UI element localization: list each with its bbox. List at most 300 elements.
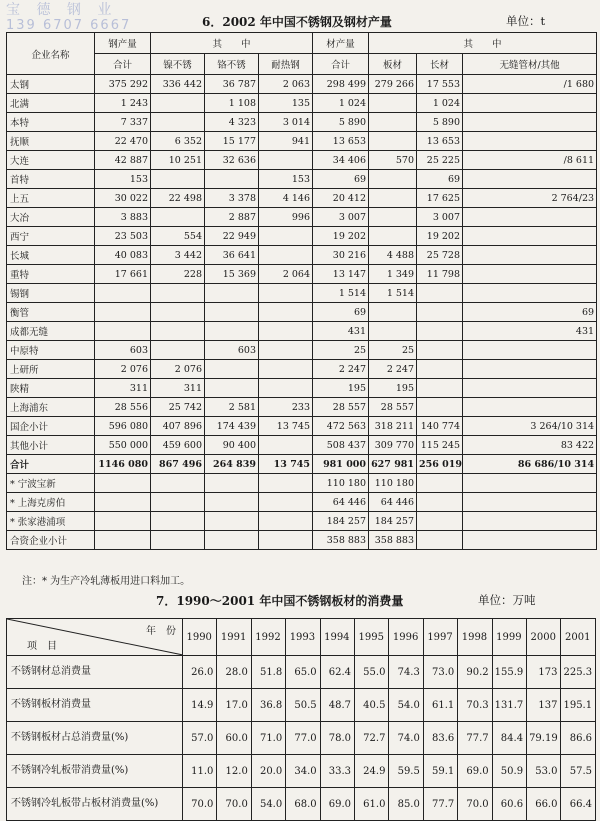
row-company-name: 太钢 xyxy=(7,75,95,94)
table1-unit: 单位：t xyxy=(506,14,546,28)
row-company-name: 陕精 xyxy=(7,379,95,398)
cell-ni xyxy=(151,284,205,303)
cell-value: 69.0 xyxy=(458,755,492,788)
corner-header-cell xyxy=(7,619,183,656)
cell-value: 48.7 xyxy=(320,689,354,722)
cell-prod: 508 437 xyxy=(313,436,369,455)
watermark-phone: 139 6707 6667 xyxy=(6,18,132,33)
cell-prod: 3 007 xyxy=(313,208,369,227)
year-header: 1991 xyxy=(217,619,251,656)
cell-other: 431 xyxy=(463,322,597,341)
cell-value: 71.0 xyxy=(251,722,285,755)
cell-plate: 570 xyxy=(369,151,417,170)
row-item-label: 不锈钢板材消费量 xyxy=(7,689,183,722)
header-plate: 板材 xyxy=(369,54,417,75)
cell-other xyxy=(463,398,597,417)
table2-unit: 单位：万吨 xyxy=(478,593,536,607)
cell-ni xyxy=(151,303,205,322)
cell-cr xyxy=(205,512,259,531)
cell-ni xyxy=(151,493,205,512)
row-company-name: 北满 xyxy=(7,94,95,113)
cell-heat: 941 xyxy=(259,132,313,151)
cell-ni xyxy=(151,531,205,550)
table-row xyxy=(7,208,597,227)
cell-prod: 184 257 xyxy=(313,512,369,531)
cell-heat xyxy=(259,341,313,360)
cell-heat: 2 064 xyxy=(259,265,313,284)
watermark-company: 宝 德 钢 业 xyxy=(6,2,118,18)
cell-value: 17.0 xyxy=(217,689,251,722)
cell-long xyxy=(417,531,463,550)
row-company-name: 大冶 xyxy=(7,208,95,227)
cell-prod: 13 147 xyxy=(313,265,369,284)
cell-heat: 996 xyxy=(259,208,313,227)
cell-cr: 15 369 xyxy=(205,265,259,284)
table-row xyxy=(7,360,597,379)
cell-value: 20.0 xyxy=(251,755,285,788)
cell-cr xyxy=(205,531,259,550)
table-row xyxy=(7,493,597,512)
cell-value: 54.0 xyxy=(251,788,285,821)
cell-plate: 309 770 xyxy=(369,436,417,455)
table-row xyxy=(7,512,597,531)
cell-cr xyxy=(205,303,259,322)
cell-prod: 110 180 xyxy=(313,474,369,493)
cell-prod: 25 xyxy=(313,341,369,360)
cell-cr xyxy=(205,379,259,398)
cell-value: 74.0 xyxy=(389,722,423,755)
table-row xyxy=(7,474,597,493)
cell-other: 3 264/10 314 xyxy=(463,417,597,436)
row-company-name: 衡管 xyxy=(7,303,95,322)
row-company-name: 抚顺 xyxy=(7,132,95,151)
cell-plate: 184 257 xyxy=(369,512,417,531)
cell-ni xyxy=(151,322,205,341)
cell-value: 57.5 xyxy=(561,755,596,788)
cell-plate xyxy=(369,322,417,341)
cell-ni: 336 442 xyxy=(151,75,205,94)
cell-long xyxy=(417,474,463,493)
cell-heat xyxy=(259,303,313,322)
table-row xyxy=(7,755,596,788)
cell-ni: 554 xyxy=(151,227,205,246)
cell-cr: 603 xyxy=(205,341,259,360)
cell-cr: 36 641 xyxy=(205,246,259,265)
cell-ni xyxy=(151,512,205,531)
cell-prod: 13 653 xyxy=(313,132,369,151)
cell-cr xyxy=(205,474,259,493)
cell-prod: 981 000 xyxy=(313,455,369,474)
cell-ni xyxy=(151,113,205,132)
cell-heat xyxy=(259,151,313,170)
cell-prod: 34 406 xyxy=(313,151,369,170)
cell-value: 28.0 xyxy=(217,656,251,689)
table-row xyxy=(7,455,597,474)
cell-value: 61.0 xyxy=(355,788,389,821)
cell-plate: 25 xyxy=(369,341,417,360)
row-company-name: 长城 xyxy=(7,246,95,265)
cell-value: 79.19 xyxy=(527,722,561,755)
cell-ni: 459 600 xyxy=(151,436,205,455)
cell-value: 60.0 xyxy=(217,722,251,755)
table-row xyxy=(7,436,597,455)
cell-value: 70.0 xyxy=(458,788,492,821)
cell-prod: 19 202 xyxy=(313,227,369,246)
cell-cr: 3 378 xyxy=(205,189,259,208)
cell-other xyxy=(463,474,597,493)
row-company-name: * 张家港浦项 xyxy=(7,512,95,531)
cell-value: 12.0 xyxy=(217,755,251,788)
row-company-name: 上海浦东 xyxy=(7,398,95,417)
cell-steel: 311 xyxy=(95,379,151,398)
cell-long: 256 019 xyxy=(417,455,463,474)
cell-heat xyxy=(259,284,313,303)
cell-value: 61.1 xyxy=(423,689,457,722)
cell-prod: 30 216 xyxy=(313,246,369,265)
cell-ni: 228 xyxy=(151,265,205,284)
cell-other xyxy=(463,246,597,265)
table-row xyxy=(7,227,597,246)
cell-long: 140 774 xyxy=(417,417,463,436)
table-row xyxy=(7,417,597,436)
cell-other xyxy=(463,512,597,531)
cell-value: 78.0 xyxy=(320,722,354,755)
cell-ni: 2 076 xyxy=(151,360,205,379)
cell-heat: 3 014 xyxy=(259,113,313,132)
cell-value: 66.0 xyxy=(527,788,561,821)
table-row xyxy=(7,113,597,132)
cell-steel: 42 887 xyxy=(95,151,151,170)
year-header: 2001 xyxy=(561,619,596,656)
cell-heat: 13 745 xyxy=(259,417,313,436)
cell-heat xyxy=(259,512,313,531)
header-seamless-other: 无缝管材/其他 xyxy=(463,54,597,75)
cell-value: 54.0 xyxy=(389,689,423,722)
cell-steel: 28 556 xyxy=(95,398,151,417)
year-header: 1992 xyxy=(251,619,285,656)
table-row xyxy=(7,656,596,689)
cell-steel xyxy=(95,493,151,512)
table-row xyxy=(7,322,597,341)
cell-long xyxy=(417,360,463,379)
cell-steel xyxy=(95,284,151,303)
header-steel-breakdown: 其 中 xyxy=(151,33,313,54)
row-company-name: 首特 xyxy=(7,170,95,189)
year-header: 2000 xyxy=(527,619,561,656)
cell-prod: 195 xyxy=(313,379,369,398)
cell-value: 73.0 xyxy=(423,656,457,689)
row-company-name: 本特 xyxy=(7,113,95,132)
cell-heat xyxy=(259,531,313,550)
cell-long: 19 202 xyxy=(417,227,463,246)
cell-value: 36.8 xyxy=(251,689,285,722)
row-company-name: 上五 xyxy=(7,189,95,208)
cell-other xyxy=(463,379,597,398)
cell-value: 66.4 xyxy=(561,788,596,821)
cell-value: 34.0 xyxy=(286,755,320,788)
header-steel-total: 合计 xyxy=(95,54,151,75)
cell-long xyxy=(417,493,463,512)
cell-plate: 2 247 xyxy=(369,360,417,379)
cell-prod: 358 883 xyxy=(313,531,369,550)
cell-heat: 135 xyxy=(259,94,313,113)
table-row xyxy=(7,531,597,550)
row-company-name: 重特 xyxy=(7,265,95,284)
table-row xyxy=(7,379,597,398)
cell-prod: 64 446 xyxy=(313,493,369,512)
cell-ni xyxy=(151,341,205,360)
cell-long xyxy=(417,322,463,341)
row-company-name: 大连 xyxy=(7,151,95,170)
cell-cr: 264 839 xyxy=(205,455,259,474)
row-company-name: 中原特 xyxy=(7,341,95,360)
cell-other xyxy=(463,227,597,246)
cell-plate xyxy=(369,303,417,322)
row-company-name: 合计 xyxy=(7,455,95,474)
cell-steel: 550 000 xyxy=(95,436,151,455)
cell-steel: 153 xyxy=(95,170,151,189)
header-product-output: 材产量 xyxy=(313,33,369,54)
cell-plate xyxy=(369,113,417,132)
production-table xyxy=(6,32,597,550)
table-row xyxy=(7,265,597,284)
cell-long xyxy=(417,341,463,360)
cell-plate: 28 557 xyxy=(369,398,417,417)
table-row xyxy=(7,170,597,189)
cell-other xyxy=(463,360,597,379)
cell-cr: 174 439 xyxy=(205,417,259,436)
cell-long xyxy=(417,303,463,322)
cell-other xyxy=(463,113,597,132)
cell-long: 13 653 xyxy=(417,132,463,151)
cell-value: 137 xyxy=(527,689,561,722)
table-row xyxy=(7,284,597,303)
cell-steel: 23 503 xyxy=(95,227,151,246)
cell-plate: 195 xyxy=(369,379,417,398)
cell-steel: 1146 080 xyxy=(95,455,151,474)
table-row xyxy=(7,132,597,151)
cell-value: 33.3 xyxy=(320,755,354,788)
cell-value: 65.0 xyxy=(286,656,320,689)
cell-value: 14.9 xyxy=(183,689,217,722)
cell-steel xyxy=(95,531,151,550)
cell-heat xyxy=(259,227,313,246)
header-chrome-stainless: 铬不锈 xyxy=(205,54,259,75)
cell-long: 11 798 xyxy=(417,265,463,284)
cell-other: 2 764/23 xyxy=(463,189,597,208)
cell-plate xyxy=(369,132,417,151)
table-row xyxy=(7,722,596,755)
year-header: 1994 xyxy=(320,619,354,656)
cell-long: 115 245 xyxy=(417,436,463,455)
cell-prod: 431 xyxy=(313,322,369,341)
watermark xyxy=(6,2,131,34)
cell-ni: 311 xyxy=(151,379,205,398)
cell-other xyxy=(463,341,597,360)
cell-heat xyxy=(259,360,313,379)
cell-steel: 22 470 xyxy=(95,132,151,151)
cell-plate: 110 180 xyxy=(369,474,417,493)
cell-prod: 1 024 xyxy=(313,94,369,113)
cell-value: 72.7 xyxy=(355,722,389,755)
cell-other xyxy=(463,493,597,512)
cell-long: 3 007 xyxy=(417,208,463,227)
cell-value: 86.6 xyxy=(561,722,596,755)
cell-steel: 17 661 xyxy=(95,265,151,284)
cell-other xyxy=(463,531,597,550)
cell-long: 25 728 xyxy=(417,246,463,265)
row-item-label: 不锈钢板材占总消费量(%) xyxy=(7,722,183,755)
cell-heat xyxy=(259,474,313,493)
cell-value: 57.0 xyxy=(183,722,217,755)
cell-heat: 233 xyxy=(259,398,313,417)
table2-title: 7．1990～2001 年中国不锈钢板材的消费量 xyxy=(156,594,404,608)
table-row xyxy=(7,75,597,94)
row-company-name: 成都无缝 xyxy=(7,322,95,341)
cell-other xyxy=(463,265,597,284)
cell-long xyxy=(417,379,463,398)
cell-value: 77.7 xyxy=(423,788,457,821)
cell-long: 17 625 xyxy=(417,189,463,208)
cell-plate: 4 488 xyxy=(369,246,417,265)
cell-value: 83.6 xyxy=(423,722,457,755)
cell-value: 55.0 xyxy=(355,656,389,689)
cell-long xyxy=(417,398,463,417)
cell-value: 53.0 xyxy=(527,755,561,788)
cell-value: 70.3 xyxy=(458,689,492,722)
year-header: 1995 xyxy=(355,619,389,656)
cell-steel xyxy=(95,322,151,341)
table1-note: 注：* 为生产冷轧薄板用进口料加工。 xyxy=(22,576,191,587)
cell-long xyxy=(417,512,463,531)
cell-ni xyxy=(151,474,205,493)
cell-prod: 5 890 xyxy=(313,113,369,132)
year-header: 1993 xyxy=(286,619,320,656)
corner-year-label: 年 份 xyxy=(146,626,176,637)
cell-plate xyxy=(369,227,417,246)
cell-long xyxy=(417,284,463,303)
cell-prod: 1 514 xyxy=(313,284,369,303)
cell-other: 86 686/10 314 xyxy=(463,455,597,474)
row-company-name: * 宁波宝新 xyxy=(7,474,95,493)
table-row xyxy=(7,189,597,208)
year-header: 1999 xyxy=(492,619,526,656)
cell-heat xyxy=(259,322,313,341)
table-row xyxy=(7,303,597,322)
cell-heat: 153 xyxy=(259,170,313,189)
cell-value: 84.4 xyxy=(492,722,526,755)
cell-value: 225.3 xyxy=(561,656,596,689)
cell-other xyxy=(463,208,597,227)
cell-long: 69 xyxy=(417,170,463,189)
cell-plate: 279 266 xyxy=(369,75,417,94)
cell-other: 83 422 xyxy=(463,436,597,455)
cell-cr: 2 887 xyxy=(205,208,259,227)
year-header: 1998 xyxy=(458,619,492,656)
cell-plate xyxy=(369,170,417,189)
row-company-name: 其他小计 xyxy=(7,436,95,455)
cell-heat xyxy=(259,493,313,512)
row-company-name: * 上海克虏伯 xyxy=(7,493,95,512)
cell-value: 131.7 xyxy=(492,689,526,722)
cell-cr xyxy=(205,360,259,379)
cell-heat: 13 745 xyxy=(259,455,313,474)
year-header: 1996 xyxy=(389,619,423,656)
row-item-label: 不锈钢冷轧板带占板材消费量(%) xyxy=(7,788,183,821)
cell-ni xyxy=(151,208,205,227)
cell-ni xyxy=(151,94,205,113)
cell-value: 59.1 xyxy=(423,755,457,788)
cell-long: 1 024 xyxy=(417,94,463,113)
cell-ni: 25 742 xyxy=(151,398,205,417)
cell-prod: 2 247 xyxy=(313,360,369,379)
cell-other xyxy=(463,284,597,303)
cell-prod: 472 563 xyxy=(313,417,369,436)
cell-cr: 90 400 xyxy=(205,436,259,455)
cell-plate xyxy=(369,189,417,208)
cell-plate xyxy=(369,208,417,227)
cell-long: 17 553 xyxy=(417,75,463,94)
cell-ni: 867 496 xyxy=(151,455,205,474)
cell-other xyxy=(463,132,597,151)
cell-heat xyxy=(259,246,313,265)
cell-value: 60.6 xyxy=(492,788,526,821)
cell-steel: 596 080 xyxy=(95,417,151,436)
table-row xyxy=(7,246,597,265)
cell-value: 62.4 xyxy=(320,656,354,689)
cell-value: 26.0 xyxy=(183,656,217,689)
cell-heat: 4 146 xyxy=(259,189,313,208)
cell-plate: 627 981 xyxy=(369,455,417,474)
cell-cr: 2 581 xyxy=(205,398,259,417)
cell-steel: 7 337 xyxy=(95,113,151,132)
cell-steel: 2 076 xyxy=(95,360,151,379)
cell-value: 77.7 xyxy=(458,722,492,755)
cell-cr: 22 949 xyxy=(205,227,259,246)
cell-other: /1 680 xyxy=(463,75,597,94)
cell-plate: 358 883 xyxy=(369,531,417,550)
cell-long: 25 225 xyxy=(417,151,463,170)
cell-cr xyxy=(205,322,259,341)
cell-long: 5 890 xyxy=(417,113,463,132)
cell-value: 51.8 xyxy=(251,656,285,689)
cell-steel xyxy=(95,474,151,493)
header-heat-resistant: 耐热钢 xyxy=(259,54,313,75)
table-row xyxy=(7,94,597,113)
cell-prod: 20 412 xyxy=(313,189,369,208)
cell-steel: 1 243 xyxy=(95,94,151,113)
table-row xyxy=(7,788,596,821)
cell-steel: 375 292 xyxy=(95,75,151,94)
cell-cr xyxy=(205,284,259,303)
cell-value: 69.0 xyxy=(320,788,354,821)
cell-steel xyxy=(95,303,151,322)
cell-value: 195.1 xyxy=(561,689,596,722)
cell-value: 90.2 xyxy=(458,656,492,689)
row-item-label: 不锈钢材总消费量 xyxy=(7,656,183,689)
cell-ni: 6 352 xyxy=(151,132,205,151)
cell-cr: 32 636 xyxy=(205,151,259,170)
cell-cr xyxy=(205,170,259,189)
row-company-name: 上研所 xyxy=(7,360,95,379)
row-company-name: 国企小计 xyxy=(7,417,95,436)
row-company-name: 合资企业小计 xyxy=(7,531,95,550)
row-company-name: 西宁 xyxy=(7,227,95,246)
cell-ni: 3 442 xyxy=(151,246,205,265)
cell-steel xyxy=(95,512,151,531)
cell-heat xyxy=(259,379,313,398)
cell-value: 11.0 xyxy=(183,755,217,788)
